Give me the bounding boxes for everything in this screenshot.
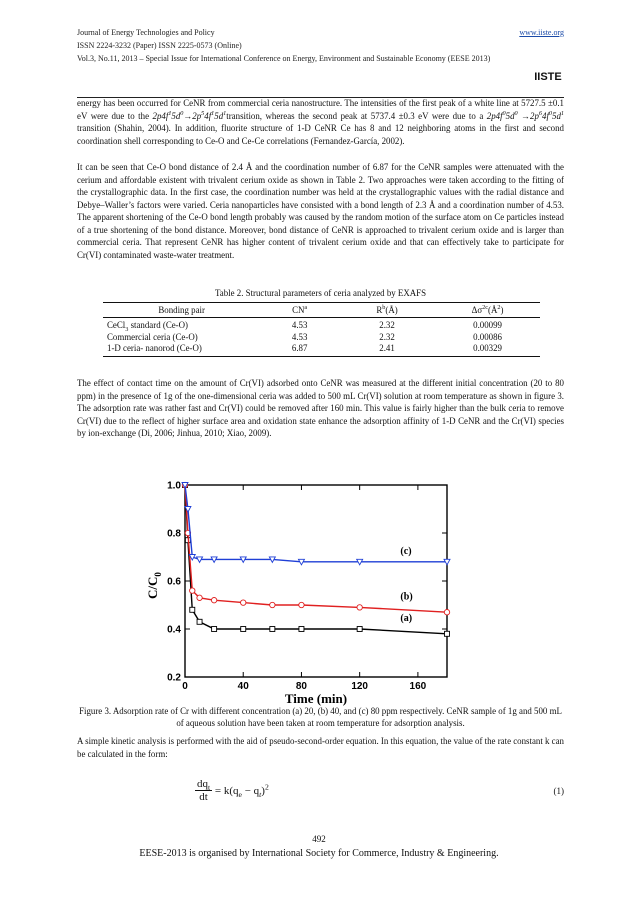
- data-point: [190, 588, 195, 593]
- paragraph-4: A simple kinetic analysis is performed with the aid of pseudo-second-order equation. In this equation, the value of the rate constant k can be calculated in the form:: [77, 736, 564, 759]
- logo-text: IISTE: [534, 71, 562, 83]
- figure-caption: Figure 3. Adsorption rate of Cr with different concentration (a) 20, (b) 40, and (c) 80 ppm respectively. CeNR sample of 1g and 500 mL of aqueous solution have been taken at room temperature for adsorption analysis.: [79, 706, 562, 728]
- y-tick-label: 1.0: [167, 480, 181, 492]
- data-point: [241, 600, 246, 605]
- volume-line: Vol.3, No.11, 2013 – Special Issue for International Conference on Energy, Environment and Sustainable Economy (EESE 2013): [77, 54, 491, 63]
- table-header-row: [103, 303, 540, 318]
- table-row: 1-D ceria- nanorod (Ce-O) 6.87 2.41 0.00329: [103, 343, 540, 356]
- data-point: [197, 595, 202, 600]
- header-debye-waller: $\Delta\sigma^{2c}(Å^2)$: [435, 303, 540, 318]
- data-point: [270, 627, 275, 632]
- page-footer: EESE-2013 is organised by International Society for Commerce, Industry & Engineering.: [139, 848, 499, 859]
- equation-number: (1): [553, 786, 564, 796]
- page-number: 492: [312, 834, 326, 844]
- y-tick-label: 0.6: [167, 576, 181, 588]
- paragraph-3: The effect of contact time on the amount of Cr(VI) adsorbed onto CeNR was measured at the different initial concentration (20 to 80 ppm) in the presence of 1g of the one-dimensional ceria was added to 500 mL Cr(VI) solution at room temperature as shown in figure 3. The adsorption rate was rather fast and Cr(VI) could be removed after 160 min. This value is fairly higher than the bulk ceria to remove Cr(VI) due to the reflect of higher surface area and oxidation state enhance the adsorption affinity of 1-D CeNR and the Cr(VI) species by ion-exchange (Di, 2006; Jinhua, 2010; Xiao, 2009).: [77, 378, 564, 438]
- x-axis-label: Time (min): [284, 691, 348, 706]
- data-point: [270, 602, 275, 607]
- table-caption: Table 2. Structural parameters of ceria analyzed by EXAFS: [214, 288, 427, 298]
- y-tick-label: 0.4: [167, 624, 181, 636]
- journal-title: Journal of Energy Technologies and Policy: [77, 28, 215, 37]
- journal-url-link[interactable]: www.iiste.org: [519, 28, 564, 37]
- data-point: [241, 627, 246, 632]
- x-tick-label: 80: [295, 681, 308, 692]
- adsorption-chart: [130, 470, 460, 706]
- data-point: [212, 627, 217, 632]
- data-point: [299, 602, 304, 607]
- iiste-logo: [532, 64, 564, 86]
- paragraph-1: energy has been occurred for CeNR from commercial ceria nanostructure. The intensities of the first peak of a white line at 5727.5 ±0.1 eV were due to the $2p4f^15d^0\to 2p^54f^15d^1transition$, whereas the second peak at 5737.4 ±0.3 eV were due to a $2p4f^05d^0 \to 2p^64f^05d^1$ transition (Shahin, 2004). In addition, fluorite structure of 1-D CeNR Ce has 8 and 12 neighboring atoms in the first and second coordination shell corresponding to Ce-O and Ce-Ce correlations (Fernandez-García, 2002).: [77, 98, 565, 146]
- data-point: [357, 605, 362, 610]
- data-point: [299, 627, 304, 632]
- x-tick-label: 0: [182, 681, 188, 692]
- issn-line: ISSN 2224-3232 (Paper) ISSN 2225-0573 (Online): [77, 41, 242, 50]
- x-tick-label: 160: [409, 681, 427, 692]
- paragraph-2: It can be seen that Ce-O bond distance of 2.4 Å and the coordination number of 6.87 for the CeNR samples were attenuated with the cerium and affordable existent with trivalent cerium oxide as shown in Table 2. Two approaches were taken according to the fitting of the crystallographic data. In the first case, the coordination number was held at the crystallographic values with the radial distance and Debye–Waller’s factors were varied. Ceria nanoparticles have consisted with a bond length of 2.3 Å and a coordination number of 4.53. The apparent shortening of the Ce-O bond length probably was caused by the random motion of the surface atom on Ce particles instead of a true shortening of the bond distance. Moreover, bond distance of CeNR is approached to trivalent cerium oxide and is larger than commercial ceria. That represent CeNR has higher content of trivalent cerium oxide and that can effectively take to participate for Cr(VI) contaminated waste-water treatment.: [77, 162, 564, 260]
- header-r: $R^b(Å)$: [339, 303, 435, 318]
- data-point: [445, 631, 450, 636]
- plot-frame: [185, 485, 447, 677]
- rate-equation: $dq_t$ dt = $k(q_e - q_t)^2$: [197, 778, 269, 803]
- table-row: Commercial ceria (Ce-O) 4.53 2.32 0.00086: [107, 331, 502, 342]
- data-point: [444, 610, 449, 615]
- y-axis-label: $C/C_0$: [145, 572, 163, 599]
- series-label: (c): [400, 545, 412, 557]
- series-label: (b): [400, 591, 413, 603]
- y-tick-label: 0.8: [167, 528, 181, 540]
- data-point: [211, 598, 216, 603]
- data-point: [190, 607, 195, 612]
- exafs-table: [103, 302, 540, 357]
- series-label: (a): [400, 613, 413, 624]
- header-bonding-pair: Bonding pair: [103, 303, 260, 318]
- x-tick-label: 40: [237, 681, 249, 692]
- x-tick-label: 120: [351, 681, 369, 692]
- table-row: CeCl$_3$ standard (Ce-O) 4.53 2.32 0.00099: [107, 320, 502, 333]
- data-point: [357, 627, 362, 632]
- header-cn: $CN^a$: [260, 303, 339, 318]
- data-point: [197, 619, 202, 624]
- y-tick-label: 0.2: [167, 672, 181, 684]
